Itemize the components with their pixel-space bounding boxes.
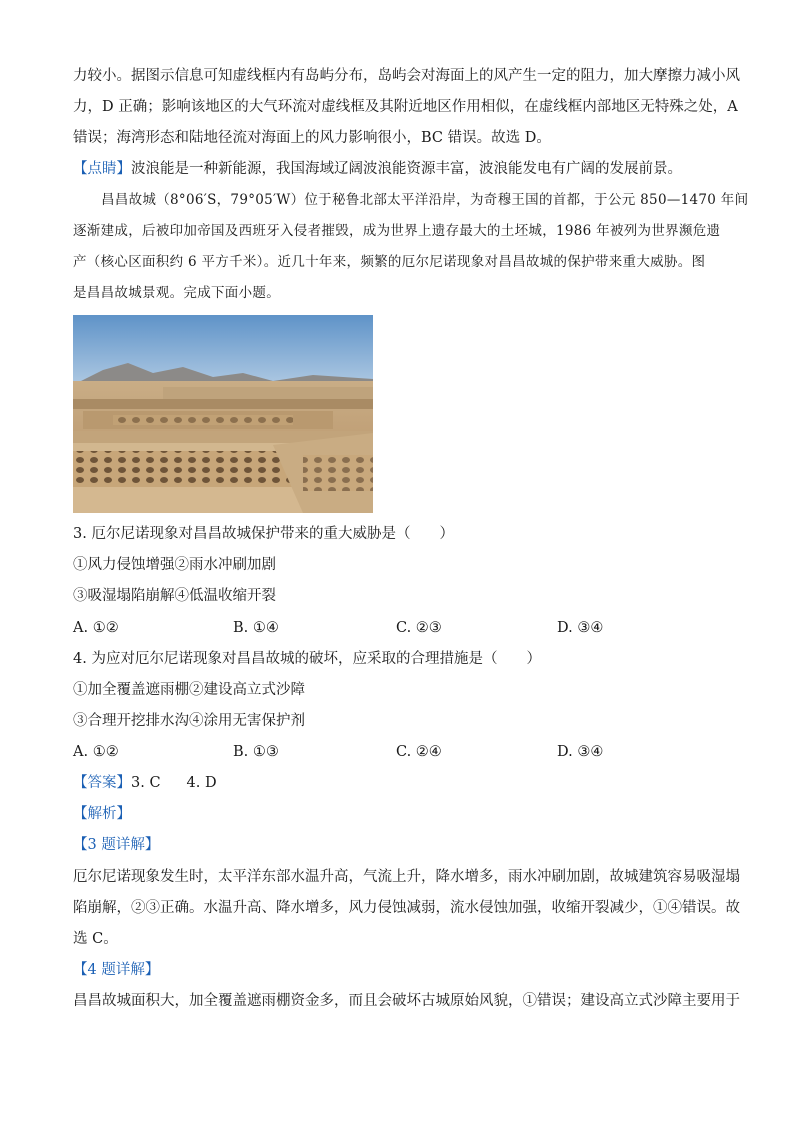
intro-line: 是昌昌故城景观。完成下面小题。	[73, 285, 280, 301]
question-4-option-b[interactable]: B. ①③	[233, 744, 279, 760]
question-3-option-d[interactable]: D. ③④	[557, 620, 604, 636]
answer-4: 4. D	[186, 775, 217, 791]
question-3-option-a[interactable]: A. ①②	[73, 620, 119, 636]
question-3-stem: 3. 厄尔尼诺现象对昌昌故城保护带来的重大威胁是（ ）	[73, 526, 454, 542]
answer-line	[73, 773, 217, 793]
question-4-option-d[interactable]: D. ③④	[557, 744, 604, 760]
intro-line: 产（核心区面积约 6 平方千米）。近几十年来，频繁的厄尔尼诺现象对昌昌故城的保护带来重大威胁。图	[73, 254, 706, 270]
intro-line: 逐渐建成，后被印加帝国及西班牙入侵者摧毁，成为世界上遗存最大的土坯城，1986 年被列为世界濒危遗	[73, 223, 721, 239]
question-4-statement: ①加全覆盖遮雨棚②建设高立式沙障	[73, 682, 305, 698]
intro-line: 昌昌故城（8°06′S，79°05′W）位于秘鲁北部太平洋沿岸，为奇穆王国的首都，于公元 850—1470 年间	[101, 192, 749, 208]
dianjing-text: 波浪能是一种新能源，我国海域辽阔波浪能资源丰富，波浪能发电有广阔的发展前景。	[131, 161, 682, 177]
chan-chan-ruins-photo	[73, 315, 373, 513]
question-3-option-b[interactable]: B. ①④	[233, 620, 279, 636]
dianjing-line	[73, 159, 682, 179]
question-3-statement: ③吸湿塌陷崩解④低温收缩开裂	[73, 588, 276, 604]
para-line: 力，D 正确；影响该地区的大气环流对虚线框及其附近地区作用相似，在虚线框内部地区无特殊之处，A	[73, 99, 738, 115]
question-3-option-c[interactable]: C. ②③	[396, 620, 442, 636]
answer-tag: 【答案】	[73, 775, 131, 791]
question-4-statement: ③合理开挖排水沟④涂用无害保护剂	[73, 713, 305, 729]
detail-3-line: 选 C。	[73, 931, 118, 947]
detail-4-heading: 【4 题详解】	[73, 962, 160, 978]
detail-3-line: 陷崩解，②③正确。水温升高、降水增多，风力侵蚀减弱，流水侵蚀加强，收缩开裂减少，①④错误。故	[73, 900, 740, 916]
detail-3-heading: 【3 题详解】	[73, 837, 160, 853]
question-4-option-c[interactable]: C. ②④	[396, 744, 442, 760]
detail-3-line: 厄尔尼诺现象发生时，太平洋东部水温升高，气流上升，降水增多，雨水冲刷加剧，故城建筑容易吸湿塌	[73, 869, 740, 885]
para-line: 力较小。据图示信息可知虚线框内有岛屿分布，岛屿会对海面上的风产生一定的阻力，加大摩擦力减小风	[73, 68, 740, 84]
question-4-stem: 4. 为应对厄尔尼诺现象对昌昌故城的破坏，应采取的合理措施是（ ）	[73, 651, 541, 667]
detail-4-line: 昌昌故城面积大，加全覆盖遮雨棚资金多，而且会破坏古城原始风貌，①错误；建设高立式沙障主要用于	[73, 993, 740, 1009]
question-3-statement: ①风力侵蚀增强②雨水冲刷加剧	[73, 557, 276, 573]
dianjing-tag: 【点睛】	[73, 161, 131, 177]
para-line: 错误；海湾形态和陆地径流对海面上的风力影响很小，BC 错误。故选 D。	[73, 130, 551, 146]
answer-3: 3. C	[131, 775, 161, 791]
analysis-heading: 【解析】	[73, 806, 131, 822]
question-4-option-a[interactable]: A. ①②	[73, 744, 119, 760]
